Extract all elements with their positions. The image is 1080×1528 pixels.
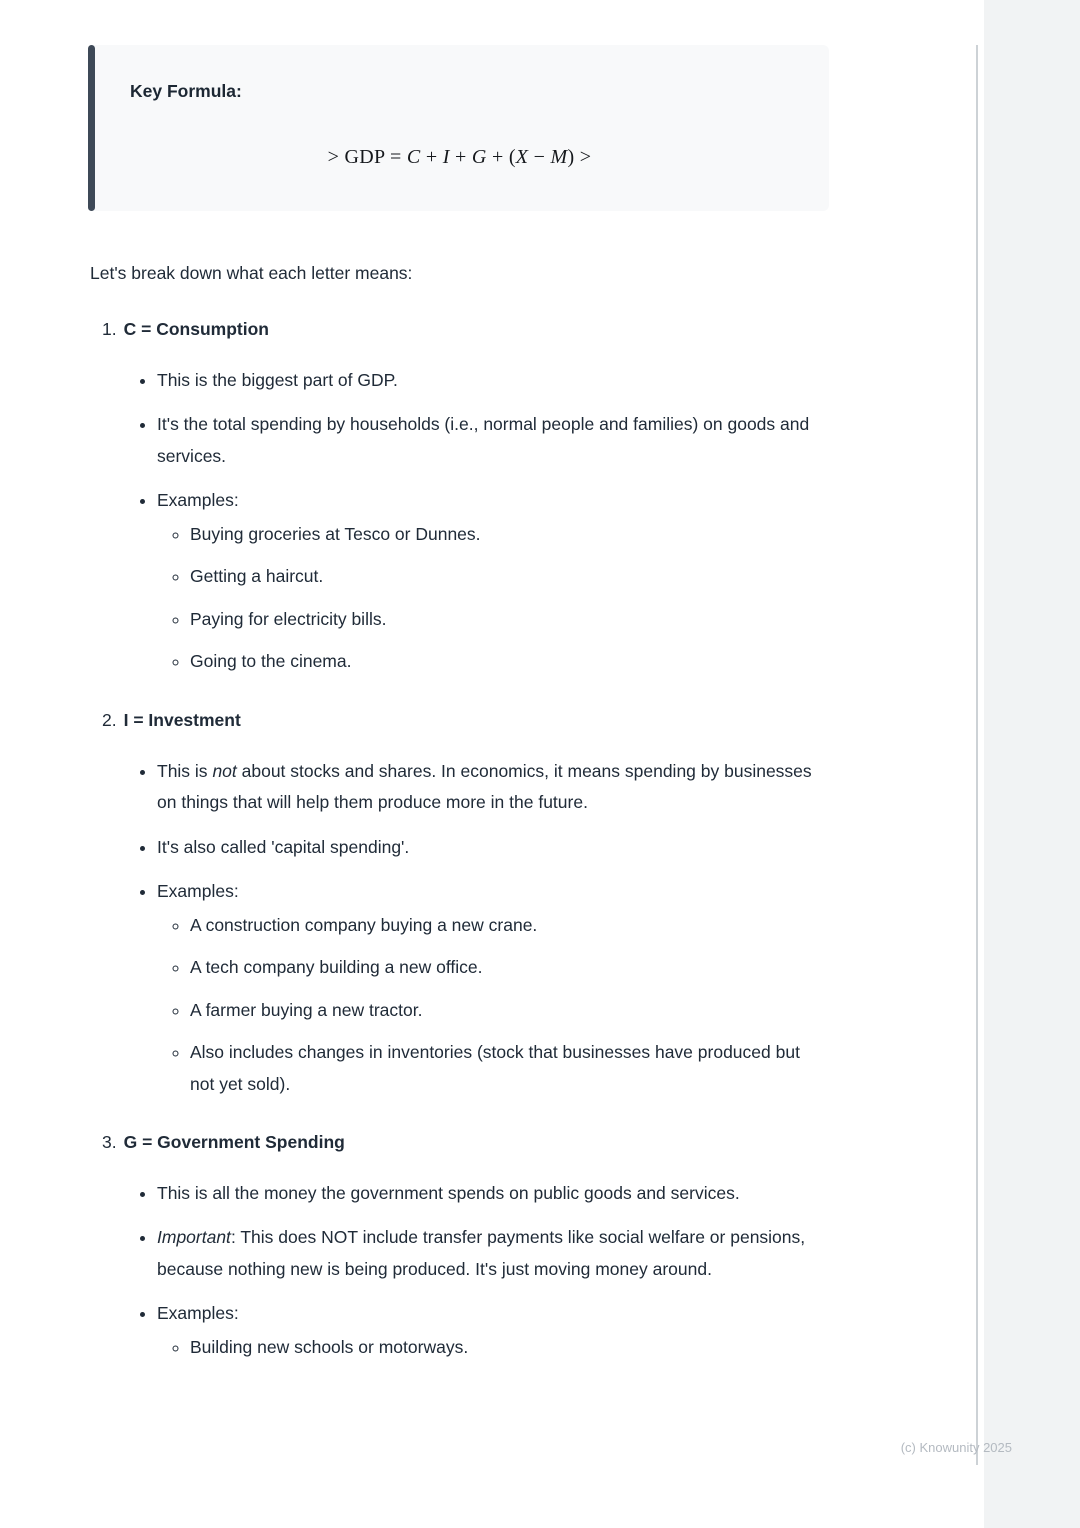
text-segment: + ( — [486, 146, 516, 168]
text-segment: − — [528, 146, 551, 168]
text-segment: This is all the money the government spends on public goods and services. — [157, 1182, 740, 1203]
formula-variable: M — [550, 146, 568, 168]
section-number: 1. — [102, 319, 117, 339]
gdp-formula — [130, 146, 789, 169]
text-segment: Also includes changes in inventories (stock that businesses have produced but not yet sold). — [190, 1042, 800, 1094]
sub-bullet-item — [190, 1037, 829, 1100]
sub-bullet-item — [190, 910, 829, 942]
sub-bullet-text — [190, 1042, 800, 1094]
section-title: G = Government Spending — [123, 1132, 345, 1152]
list-section — [88, 706, 829, 1100]
bullet-item — [157, 756, 829, 819]
text-segment: not — [212, 760, 237, 781]
bullet-item — [157, 485, 829, 678]
page-edge-divider — [976, 45, 978, 1465]
text-segment: Building new schools or motorways. — [190, 1336, 469, 1357]
text-segment: Examples: — [157, 881, 239, 901]
document-page — [88, 45, 829, 1376]
bullet-list — [88, 1178, 829, 1364]
text-segment: Paying for electricity bills. — [190, 608, 387, 629]
sub-bullet-item — [190, 519, 829, 551]
text-segment: : This does NOT include transfer payments like social welfare or pensions, because nothing new is being produced. It's just moving money around. — [157, 1227, 806, 1279]
text-segment: This is — [157, 760, 213, 781]
text-segment: + — [420, 146, 443, 168]
bullet-item — [157, 832, 829, 864]
section-number: 2. — [102, 709, 117, 730]
right-gutter-panel — [984, 0, 1080, 1528]
intro-text: Let's break down what each letter means: — [90, 263, 413, 283]
bullet-text — [157, 881, 239, 901]
bullet-text — [157, 837, 409, 857]
sub-bullet-item — [190, 604, 829, 636]
section-title: C = Consumption — [123, 319, 269, 339]
bullet-item — [157, 1222, 829, 1285]
section-number: 3. — [102, 1132, 117, 1152]
text-segment: A tech company building a new office. — [190, 957, 483, 977]
text-segment: A construction company buying a new crane. — [190, 914, 538, 935]
callout-label: Key Formula: — [130, 81, 242, 101]
text-segment: > GDP = — [327, 146, 407, 168]
sub-bullet-text — [190, 609, 386, 629]
bullet-text — [157, 370, 398, 390]
text-segment: + — [449, 146, 472, 168]
bullet-text — [157, 1227, 805, 1279]
sub-bullet-text — [190, 651, 351, 671]
text-segment: Important — [157, 1227, 231, 1248]
formula-variable: I — [442, 146, 450, 168]
bullet-item — [157, 1178, 829, 1210]
bullet-text — [157, 490, 239, 510]
text-segment: Getting a haircut. — [190, 566, 324, 587]
bullet-text — [157, 1303, 239, 1323]
sub-bullet-text — [190, 566, 323, 586]
list-section — [88, 315, 829, 678]
copyright-watermark: (c) Knowunity 2025 — [900, 1440, 1012, 1455]
list-section — [88, 1128, 829, 1363]
sub-bullet-text — [190, 524, 481, 544]
bullet-item — [157, 876, 829, 1100]
sub-bullet-text — [190, 1337, 468, 1357]
text-segment: Examples: — [157, 490, 239, 511]
text-segment: It's also called 'capital spending'. — [157, 836, 410, 857]
text-segment: Buying groceries at Tesco or Dunnes. — [190, 523, 481, 544]
sub-bullet-item — [190, 561, 829, 593]
sub-bullet-text — [190, 957, 483, 977]
sub-bullet-text — [190, 915, 537, 935]
text-segment: This is the biggest part of GDP. — [157, 369, 398, 390]
bullet-text — [157, 414, 809, 466]
bullet-item — [157, 1298, 829, 1363]
bullet-item — [157, 409, 829, 472]
sub-bullet-item — [190, 995, 829, 1027]
sub-bullet-list — [157, 519, 829, 678]
callout-accent-bar — [88, 45, 95, 211]
bullet-item — [157, 365, 829, 397]
formula-variable: X — [515, 146, 529, 168]
bullet-text — [157, 1183, 740, 1203]
formula-variable: G — [471, 146, 487, 168]
text-segment: ) > — [567, 146, 592, 168]
section-title: I = Investment — [123, 709, 241, 730]
sub-bullet-list — [157, 1332, 829, 1364]
sub-bullet-list — [157, 910, 829, 1101]
sub-bullet-item — [190, 646, 829, 678]
text-segment: about stocks and shares. In economics, it means spending by businesses on things that will help them produce more in the future. — [157, 760, 812, 812]
section-heading — [102, 315, 829, 345]
formula-variable: C — [406, 146, 421, 168]
text-segment: It's the total spending by households (i.e., normal people and families) on goods and services. — [157, 414, 810, 466]
text-segment: A farmer buying a new tractor. — [190, 999, 423, 1020]
sub-bullet-item — [190, 952, 829, 984]
bullet-list — [88, 365, 829, 678]
key-formula-callout — [88, 45, 829, 211]
sub-bullet-text — [190, 1000, 422, 1020]
section-heading — [102, 706, 829, 736]
text-segment: Examples: — [157, 1303, 239, 1324]
bullet-list — [88, 756, 829, 1101]
bullet-text — [157, 761, 812, 813]
letter-breakdown-list — [88, 315, 829, 1363]
sub-bullet-item — [190, 1332, 829, 1364]
text-segment: Going to the cinema. — [190, 651, 352, 672]
section-heading — [102, 1128, 829, 1158]
